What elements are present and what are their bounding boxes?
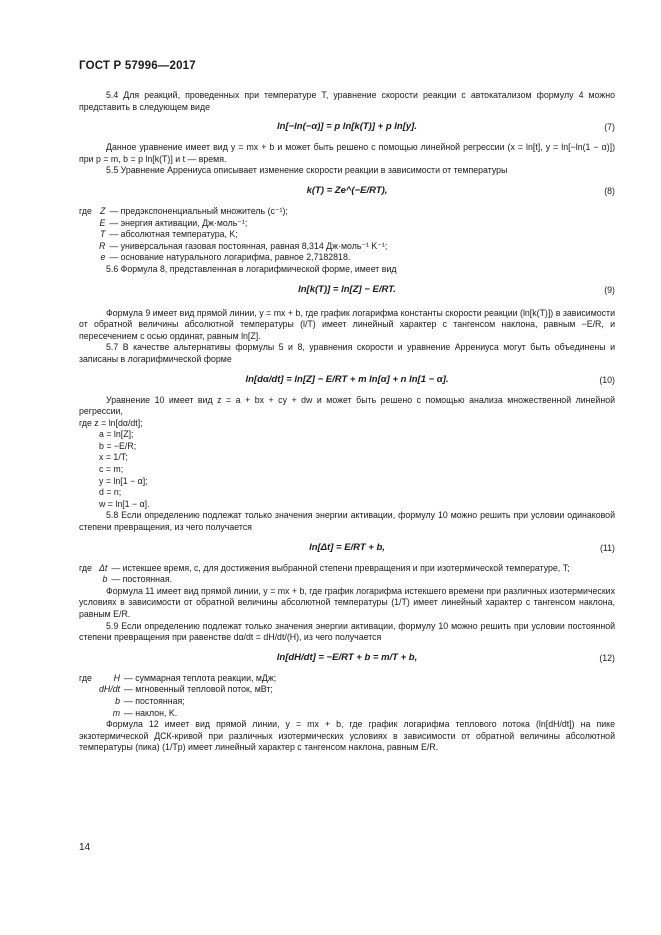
variable-item: где z = ln[dα/dt]; [79, 417, 143, 428]
document-body [79, 90, 615, 754]
formula-7-expression: ln[−ln(−α)] = p ln[k(T)] + p ln[y]. [277, 121, 417, 133]
formula-8 [79, 184, 615, 198]
formula-8-definitions [79, 206, 387, 264]
section-5-9-after: Формула 12 имеет вид прямой линии, y = mx + b, где график логарифма теплового потока (ln[dH/dt]) на пике экзотермической ДСК-кривой при различных изотермических условиях в зависимости от обратной величины абсолютной температуры (пика) (1/Tp) имеет линейный характер с тангенсом наклона, равным E/R. [79, 719, 615, 753]
formula-9 [79, 283, 615, 297]
section-5-7-text: 5.7 В качестве альтернативы формулы 5 и 8, уравнения скорости и уравнение Аррениуса могут быть объединены и записаны в логарифмической форме [79, 342, 615, 364]
section-5-5-text: 5.5 Уравнение Аррениуса описывает изменение скорости реакции в зависимости от температуры [106, 165, 508, 176]
formula-10-variables [79, 418, 615, 511]
definition-symbol: b [102, 574, 108, 585]
variable-item: a = ln[Z]; [99, 429, 134, 440]
section-5-6-after: Формула 9 имеет вид прямой линии, y = mx + b, где график логарифма константы скорости реакции (ln[k(T)]) в зависимости от обратной величины абсолютной температуры (l/T) имеет линейный характер с тангенсом наклона, равным −E/R, и пересечением с осью ординат, равным ln[Z]. [79, 307, 615, 341]
section-5-8-after: Формула 11 имеет вид прямой линии, y = mx + b, где график логарифма истекшего времени при различных изотермических условиях в зависимости от обратной величины абсолютной температуры (1/T) имеет линейный характер с тангенсом наклона, равным E/R. [79, 585, 615, 619]
formula-12-number: (12) [599, 652, 615, 663]
definition-symbol: e [100, 252, 106, 263]
variable-item: b = −E/R; [99, 440, 137, 451]
formula-10-expression: ln[dα/dt] = ln[Z] − E/RT + m ln[α] + n ln[1 − α]. [245, 373, 449, 385]
definition-symbol: dH/dt [99, 684, 121, 695]
section-5-4-text: 5.4 Для реакций, проведенных при температуре T, уравнение скорости реакции с автокатализом формулу 4 можно представить в следующем виде [79, 90, 615, 112]
formula-12-expression: ln[dH/dt] = −E/RT + b = m/T + b, [276, 651, 418, 663]
formula-9-number: (9) [604, 284, 615, 295]
formula-10-number: (10) [599, 374, 615, 385]
formula-11-definitions [79, 563, 570, 586]
definition-text: — постоянная; [124, 695, 185, 706]
formula-11 [79, 541, 615, 555]
variable-item: w = ln[1 − α]. [99, 498, 150, 509]
formula-12-definitions [79, 673, 276, 719]
page-number: 14 [79, 842, 91, 853]
definition-symbol: b [115, 695, 121, 706]
section-5-8-text: 5.8 Если определению подлежат только значения энергии активации, формулу 10 можно решить при условии одинаковой степени превращения, из чего получается [79, 510, 615, 533]
definition-text: — суммарная теплота реакции, мДж; [124, 672, 277, 683]
definition-symbol: m [112, 707, 121, 718]
definition-text: — основание натурального логарифма, равное 2,7182818. [109, 252, 351, 263]
formula-8-expression: k(T) = Ze^(−E/RT), [306, 184, 388, 196]
formula-7 [79, 120, 615, 134]
definition-text: — мгновенный тепловой поток, мВт; [124, 684, 273, 695]
definition-text: — абсолютная температура, K; [109, 229, 238, 240]
formula-10 [79, 373, 615, 387]
where-label: где [79, 205, 92, 216]
definition-text: — энергия активации, Дж·моль⁻¹; [109, 217, 248, 228]
section-5-4-after: Данное уравнение имеет вид y = mx + b и может быть решено с помощью линейной регрессии (x = ln[t], y = ln[−ln(1 − α)]) при p = m, b = p ln[k(T)] и t — время. [79, 142, 615, 164]
definition-text: — истекшее время, с, для достижения выбранной степени превращения и при изотермической температуре, T; [111, 562, 570, 573]
definition-symbol: Z [99, 205, 106, 216]
variable-item: y = ln[1 − α]; [99, 475, 148, 486]
definition-symbol: T [99, 229, 106, 240]
document-header: ГОСТ Р 57996—2017 [79, 60, 196, 72]
definition-text: — универсальная газовая постоянная, равная 8,314 Дж·моль⁻¹ K⁻¹; [109, 240, 388, 251]
definition-text: — наклон, K. [124, 707, 178, 718]
definition-symbol: H [113, 672, 121, 683]
variable-item: d = n; [99, 487, 122, 498]
formula-11-expression: ln[Δt] = E/RT + b, [309, 541, 385, 553]
where-label: где [79, 562, 92, 573]
definition-symbol: E [99, 217, 106, 228]
variable-item: c = m; [99, 464, 124, 475]
formula-9-expression: ln[k(T)] = ln[Z] − E/RT. [298, 283, 396, 295]
definition-text: — предэкспоненциальный множитель (с⁻¹); [109, 205, 288, 216]
definition-symbol: R [99, 240, 106, 251]
where-label: где [79, 672, 92, 683]
definition-text: — постоянная. [111, 574, 173, 585]
formula-8-number: (8) [604, 185, 615, 196]
formula-11-number: (11) [600, 542, 615, 553]
section-5-6-text: 5.6 Формула 8, представленная в логарифмической форме, имеет вид [106, 263, 397, 274]
variable-item: x = 1/T; [99, 452, 128, 463]
section-5-9-text: 5.9 Если определению подлежат только значения энергии активации, формулу 10 можно решить при условии постоянной степени превращения при равенстве dα/dt = dH/dt/(H), из чего получается [79, 620, 615, 643]
definition-symbol: Δt [99, 562, 108, 573]
formula-12 [79, 651, 615, 665]
section-5-7-after: Уравнение 10 имеет вид z = a + bx + cy + dw и может быть решено с помощью анализа множественной линейной регрессии, [79, 394, 615, 417]
formula-7-number: (7) [604, 122, 615, 133]
